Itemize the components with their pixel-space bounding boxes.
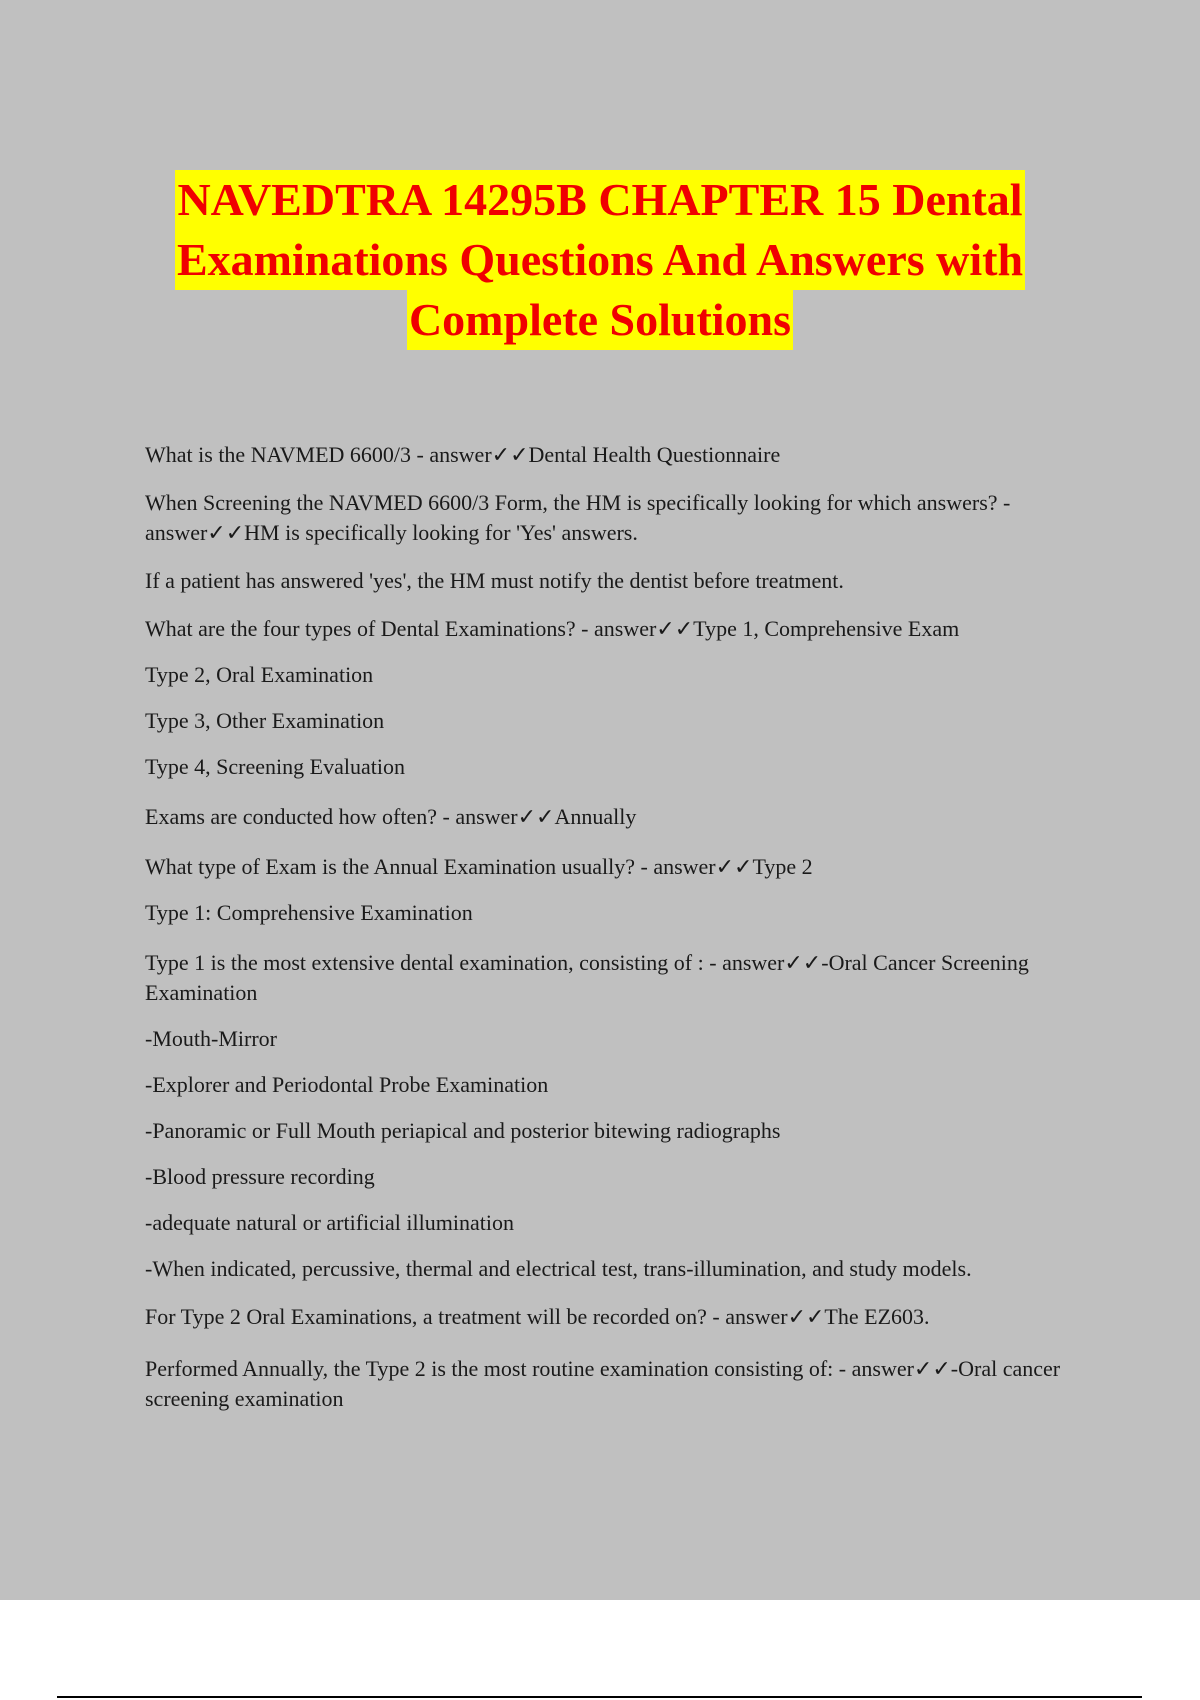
paragraph-18: For Type 2 Oral Examinations, a treatment will be recorded on? - answer✓✓The EZ603.	[145, 1304, 930, 1329]
footer-divider	[57, 1696, 1142, 1698]
paragraph-13: -Explorer and Periodontal Probe Examination	[145, 1072, 549, 1097]
paragraph-3: If a patient has answered 'yes', the HM must notify the dentist before treatment.	[145, 568, 844, 593]
title-line-2: Examinations Questions And Answers with	[175, 230, 1025, 290]
document-title	[0, 170, 1200, 350]
paragraph-16: -adequate natural or artificial illumination	[145, 1210, 514, 1235]
title-line-1: NAVEDTRA 14295B CHAPTER 15 Dental	[175, 170, 1024, 230]
paragraph-2: When Screening the NAVMED 6600/3 Form, the HM is specifically looking for which answers? - answer✓✓HM is specifically looking for 'Yes' answers.	[145, 490, 1011, 545]
paragraph-7: Type 4, Screening Evaluation	[145, 754, 405, 779]
paragraph-12: -Mouth-Mirror	[145, 1026, 277, 1051]
paragraph-17: -When indicated, percussive, thermal and electrical test, trans-illumination, and study models.	[145, 1256, 972, 1281]
paragraph-14: -Panoramic or Full Mouth periapical and posterior bitewing radiographs	[145, 1118, 781, 1143]
paragraph-11: Type 1 is the most extensive dental examination, consisting of : - answer✓✓-Oral Cancer Screening Examination	[145, 950, 1029, 1005]
paragraph-10: Type 1: Comprehensive Examination	[145, 900, 473, 925]
paragraph-6: Type 3, Other Examination	[145, 708, 385, 733]
paragraph-5: Type 2, Oral Examination	[145, 662, 374, 687]
paragraph-8: Exams are conducted how often? - answer✓✓Annually	[145, 804, 637, 829]
document-body	[145, 440, 1095, 1414]
paragraph-1: What is the NAVMED 6600/3 - answer✓✓Dental Health Questionnaire	[145, 442, 781, 467]
paragraph-15: -Blood pressure recording	[145, 1164, 375, 1189]
paragraph-9: What type of Exam is the Annual Examination usually? - answer✓✓Type 2	[145, 854, 813, 879]
title-line-3: Complete Solutions	[407, 290, 793, 350]
paragraph-4: What are the four types of Dental Examinations? - answer✓✓Type 1, Comprehensive Exam	[145, 616, 960, 641]
paragraph-19: Performed Annually, the Type 2 is the most routine examination consisting of: - answer✓✓-Oral cancer screening examination	[145, 1356, 1061, 1411]
